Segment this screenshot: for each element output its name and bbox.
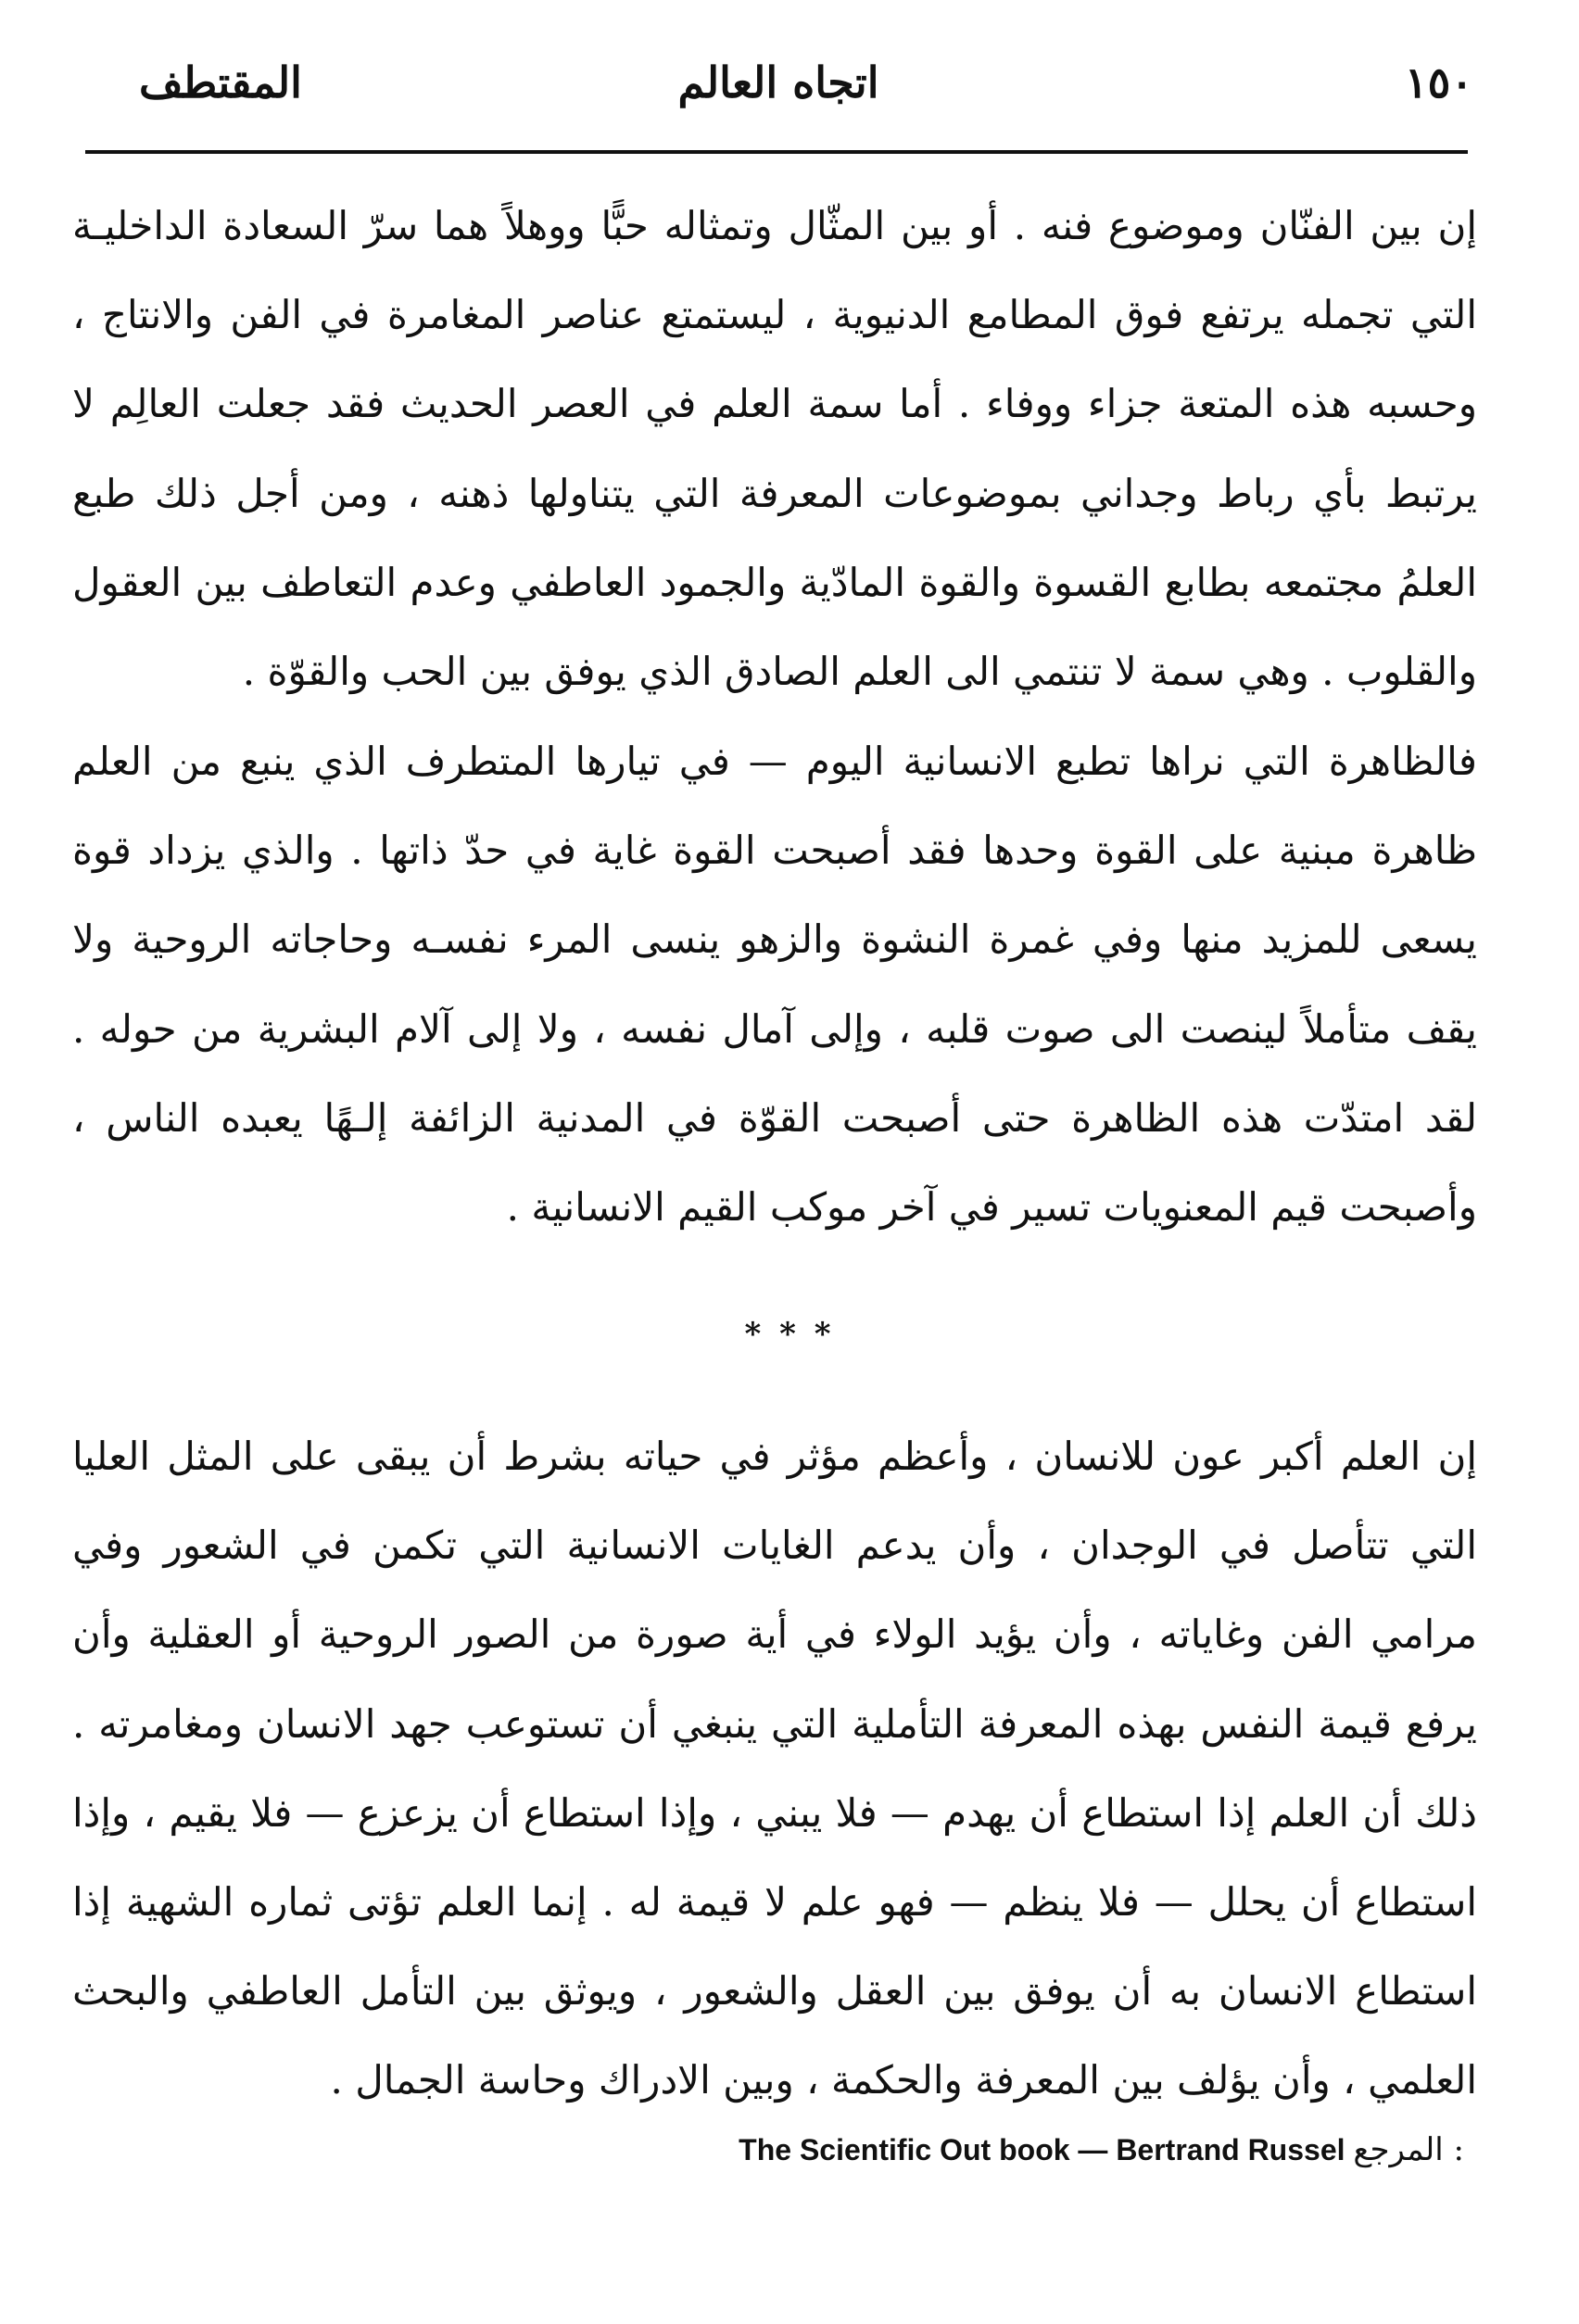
header-rule (85, 150, 1468, 154)
reference-text: The Scientific Out book — Bertrand Russel (739, 2133, 1345, 2166)
paragraph-3: إن العلم أكبر عون للانسان ، وأعظم مؤثر في حياته بشرط أن يبقى على المثل العليا التي تتأصل في الوجدان ، وأن يدعم الغايات الانسانية التي تكمن في الشعور وفي مرامي الفن وغاياته ، وأن يؤيد الولاء في أية صورة من الصور الروحية أو العقلية وأن يرفع قيمة النفس بهذه المعرفة التأملية التي ينبغي أن تستوعب جهد الانسان ومغامرته . ذلك أن العلم إذا استطاع أن يهدم — فلا يبني ، وإذا استطاع أن يزعزع — فلا يقيم ، وإذا استطاع أن يحلل — فلا ينظم — فهو علم لا قيمة له . إنما العلم تؤتى ثماره الشهية إذا استطاع الانسان به أن يوفق بين العقل والشعور ، ويوثق بين التأمل العاطفي والبحث العلمي ، وأن يؤلف بين المعرفة والحكمة ، وبين الادراك وحاسة الجمال . (72, 1434, 1477, 2103)
reference-label: المرجع : (1353, 2131, 1464, 2168)
page-number: ١٥٠ (1404, 57, 1473, 107)
running-title: اتجاه العالم (677, 57, 879, 107)
section-separator: * * * (744, 1316, 835, 1353)
page-header (83, 57, 1473, 132)
paragraph-2: فالظاهرة التي نراها تطبع الانسانية اليوم — في تيارها المتطرف الذي ينبع من العلم ظاهرة مبنية على القوة وحدها فقد أصبحت القوة غاية في حدّ ذاتها . والذي يزداد قوة يسعى للمزيد منها وفي غمرة النشوة والزهو ينسى المرء نفسـه وحاجاته الروحية ولا يقف متأملاً لينصت الى صوت قلبه ، وإلى آمال نفسه ، ولا إلى آلام البشرية من حوله . لقد امتدّت هذه الظاهرة حتى أصبحت القوّة في المدنية الزائفة إلـهًا يعبده الناس ، وأصبحت قيم المعنويات تسير في آخر موكب القيم الانسانية . (72, 739, 1477, 1231)
reference-line (612, 2131, 1464, 2187)
journal-name: المقتطف (139, 57, 302, 107)
paragraph-1: إن بين الفنّان وموضوع فنه . أو بين المثّال وتمثاله حبًّا ووهلاً هما سرّ السعادة الداخليـة التي تجمله يرتفع فوق المطامع الدنيوية ، ليستمتع عناصر المغامرة في الفن والانتاج ، وحسبه هذه المتعة جزاء ووفاء . أما سمة العلم في العصر الحديث فقد جعلت العالِم لا يرتبط بأي رباط وجداني بموضوعات المعرفة التي يتناولها ذهنه ، ومن أجل ذلك طبع العلمُ مجتمعه بطابع القسوة والقوة المادّية والجمود العاطفي وعدم التعاطف بين العقول والقلوب . وهي سمة لا تنتمي الى العلم الصادق الذي يوفق بين الحب والقوّة . (72, 203, 1477, 695)
